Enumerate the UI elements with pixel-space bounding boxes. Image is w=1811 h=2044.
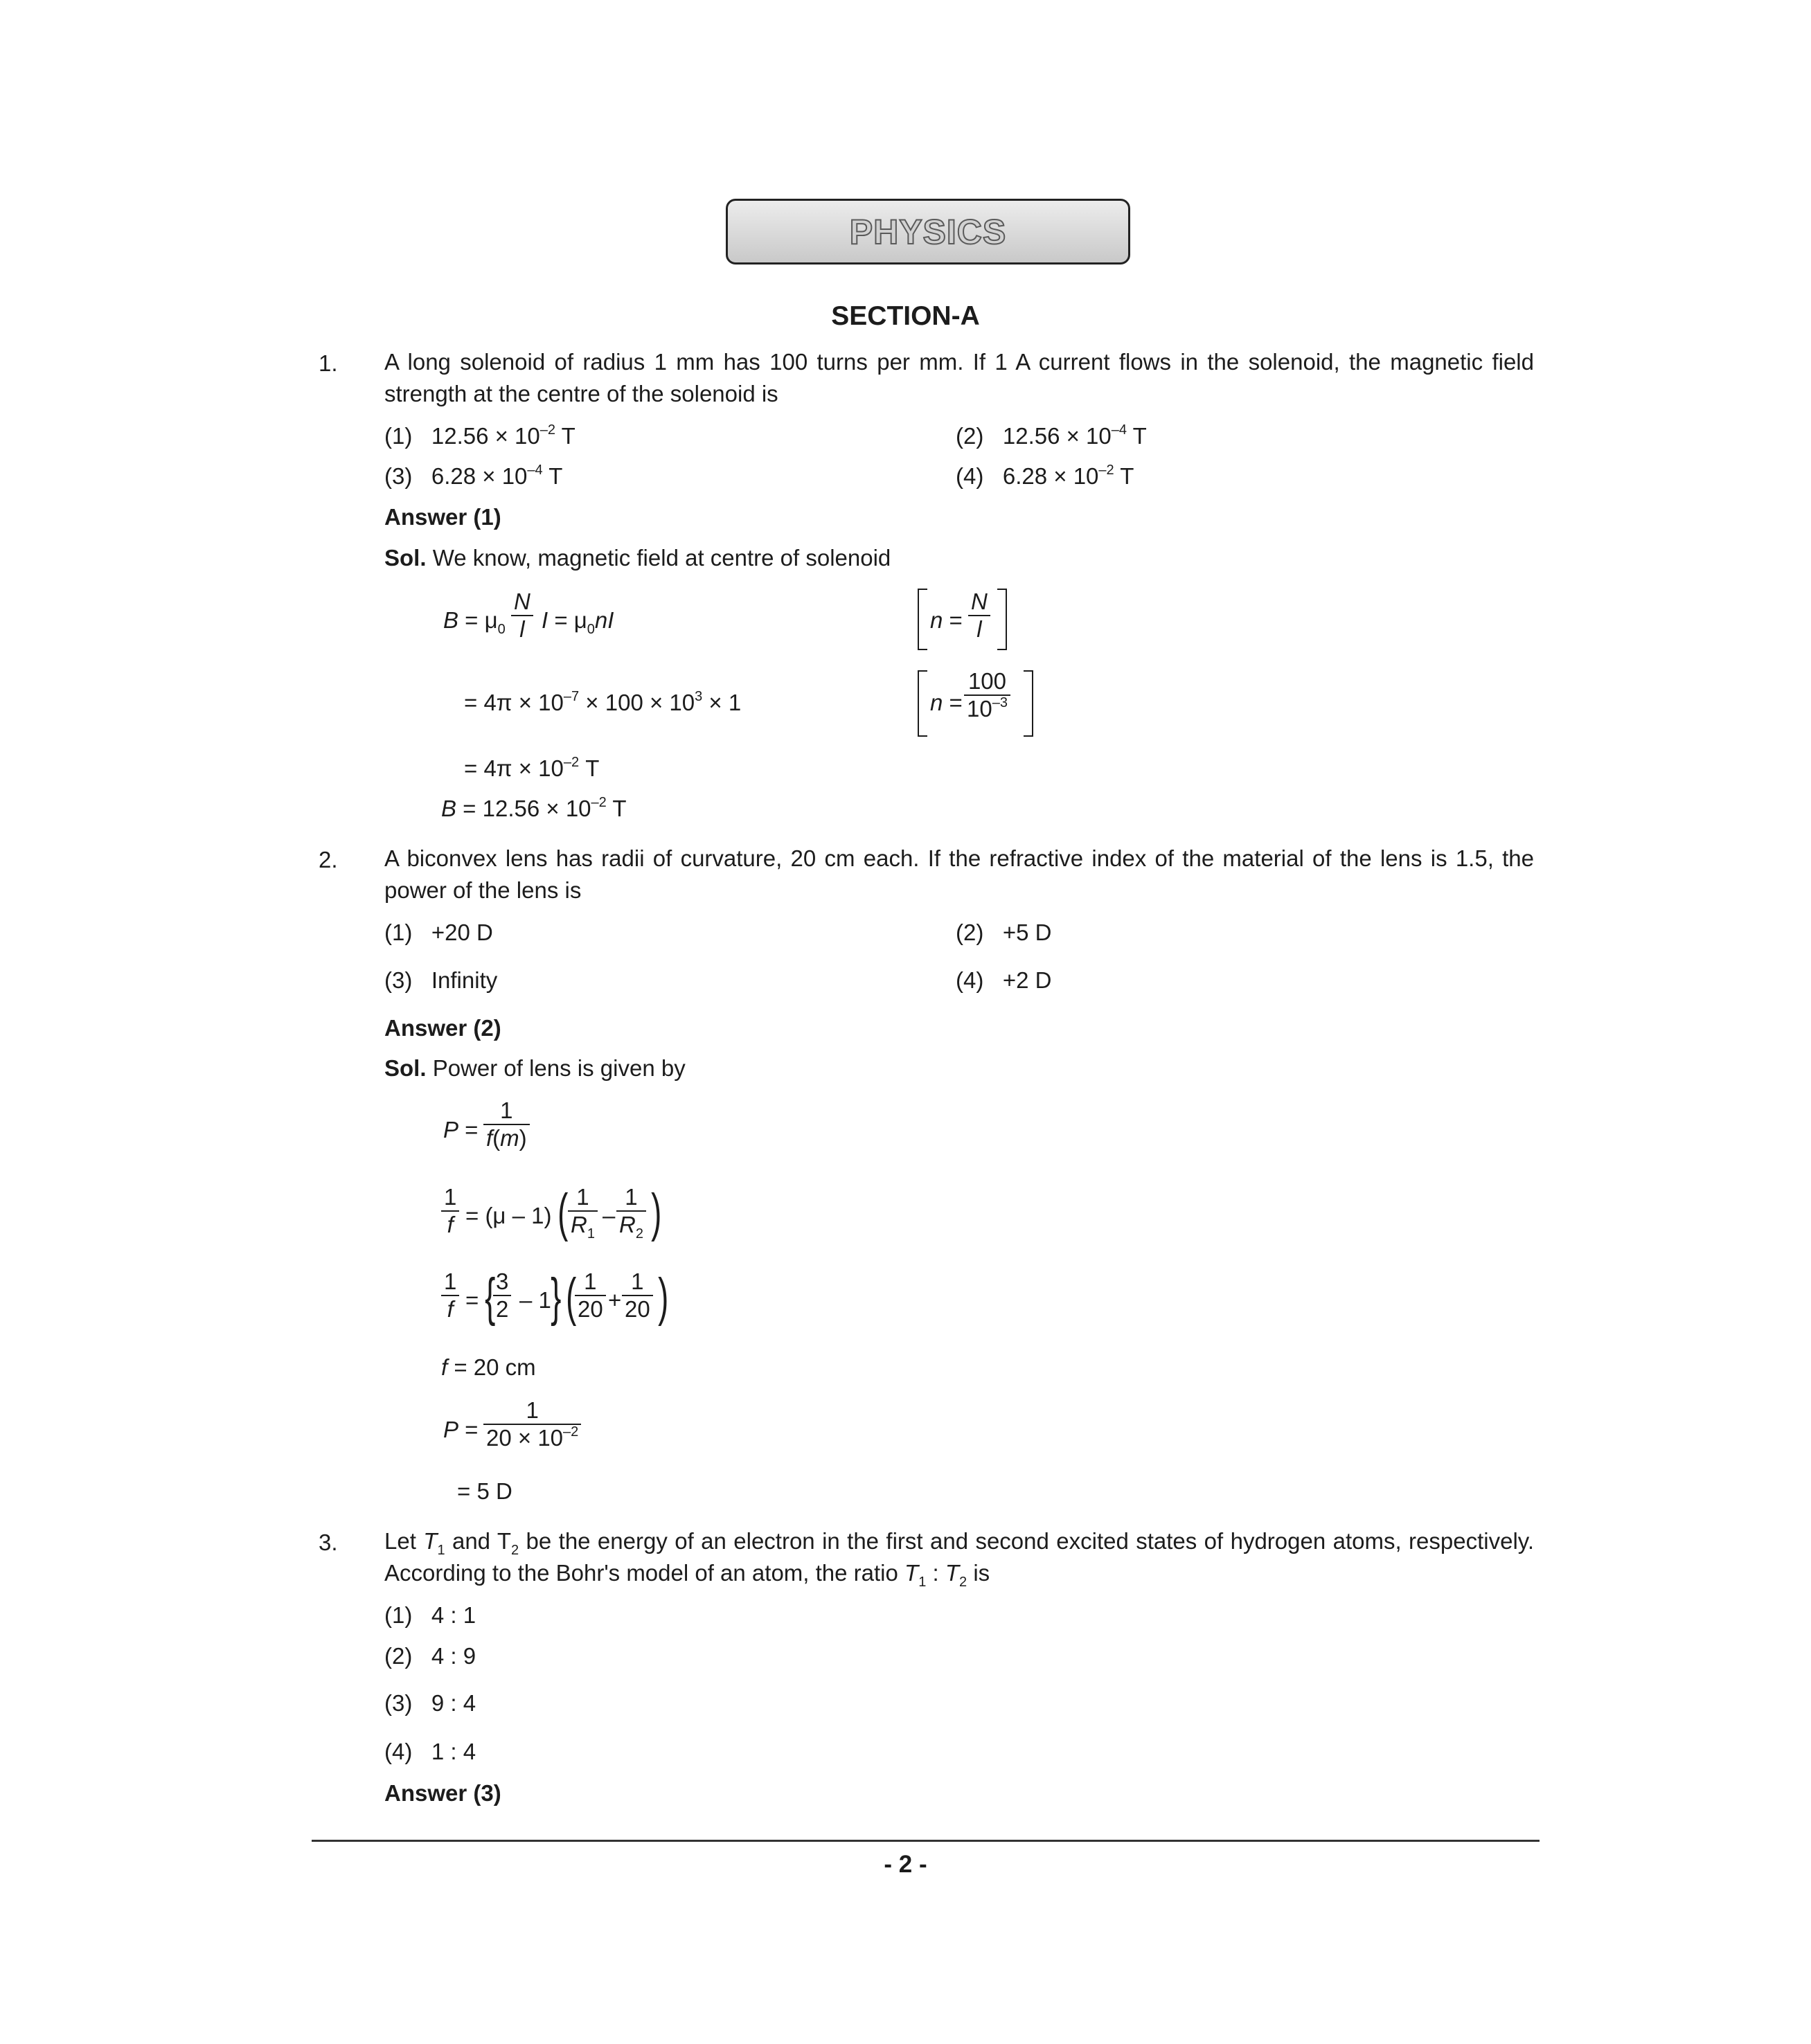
q2-eq3-frac-1-20b: 1 20	[622, 1268, 653, 1323]
q2-eq1-lhs: P =	[443, 1117, 479, 1142]
q1-option-1[interactable]: (1) $12.56 \times 10^{-2}$ T	[384, 422, 576, 449]
q1-eq3: = $4\pi \times 10^{-2}$ T	[464, 755, 600, 781]
q3-option-1[interactable]: (1) 4 : 1	[384, 1602, 476, 1628]
q2-eq6: = 5 D	[457, 1478, 512, 1504]
q2-eq1-frac: 1 f(m)	[483, 1097, 530, 1151]
q1-solution-intro: Sol. We know, magnetic field at centre of solenoid	[384, 545, 891, 571]
q2-eq4: f = 20 cm	[441, 1354, 536, 1380]
q1-note1-lhs: n =	[930, 607, 963, 633]
q1-note2-lhs: n =	[930, 690, 963, 715]
q3-text: Let $T_1$ and $T_2$ be the energy of an electron in the first and second excited states of hydrogen atoms, respectively. According to the Bohr's model of an atom, the ratio $T_1$ : $T_2$ is	[384, 1528, 1534, 1590]
q1-bracket2-left	[918, 670, 927, 737]
footer-rule	[312, 1840, 1540, 1842]
q2-option-4[interactable]: (4) +2 D	[956, 967, 1052, 993]
q1-eq4: $B = 12.56 \times 10^{-2}$ T	[441, 795, 627, 821]
q2-eq5-frac: 1 $20 \times 10^{-2}$	[483, 1397, 581, 1451]
q3-answer: Answer (3)	[384, 1780, 501, 1806]
q2-eq3-paren-left: (	[566, 1268, 577, 1327]
q1-bracket-left	[918, 589, 927, 650]
q1-note1-frac: N l	[968, 589, 990, 643]
q2-eq3-plus: +	[608, 1287, 622, 1313]
q2-text: A biconvex lens has radii of curvature, 20 cm each. If the refractive index of the material of the lens is 1.5, the power of the lens is	[384, 845, 1534, 903]
q2-option-3[interactable]: (3) Infinity	[384, 967, 498, 993]
q2-eq3-frac-3-2: 3 2	[493, 1268, 511, 1323]
q2-solution-intro: Sol. Power of lens is given by	[384, 1055, 686, 1081]
q1-note2-frac: 100 $10^{-3}$	[964, 668, 1010, 722]
section-title: SECTION-A	[831, 301, 980, 331]
q2-option-1[interactable]: (1) +20 D	[384, 920, 493, 945]
q2-eq3-lhs-frac: 1 f	[441, 1268, 459, 1323]
q1-number: 1.	[319, 350, 338, 376]
q2-eq2-mid: = (μ – 1)	[465, 1203, 552, 1228]
page-number: - 2 -	[884, 1851, 927, 1878]
q2-eq2-frac-r2: 1 $R_2$	[616, 1184, 646, 1238]
q1-eq2: = $4\pi \times 10^{-7} \times 100 \times 10^3 \times 1$	[464, 689, 742, 715]
q1-bracket2-right	[1024, 670, 1033, 737]
q1-text: A long solenoid of radius 1 mm has 100 turns per mm. If 1 A current flows in the solenoid, the magnetic field strength at the centre of the solenoid is	[384, 349, 1534, 406]
q3-number: 3.	[319, 1530, 338, 1555]
q1-eq1-lhs: $B = \mu_0$	[443, 607, 506, 637]
q2-eq3-eq: =	[465, 1287, 479, 1313]
q2-eq3-paren-right: )	[658, 1268, 669, 1327]
q2-answer: Answer (2)	[384, 1015, 501, 1041]
q2-eq3-brace-right: }	[551, 1268, 562, 1327]
q3-option-3[interactable]: (3) 9 : 4	[384, 1690, 476, 1716]
q2-option-2[interactable]: (2) +5 D	[956, 920, 1052, 945]
q1-option-2[interactable]: (2) $12.56 \times 10^{-4}$ T	[956, 422, 1147, 449]
q3-option-4[interactable]: (4) 1 : 4	[384, 1739, 476, 1764]
q3-option-2[interactable]: (2) 4 : 9	[384, 1643, 476, 1669]
q2-eq2-lhs-frac: 1 f	[441, 1184, 459, 1238]
q2-eq3-brace-left: {	[485, 1268, 496, 1327]
subject-header	[726, 199, 1130, 265]
q2-eq5-lhs: P =	[443, 1417, 479, 1442]
q2-eq3-frac-1-20a: 1 20	[575, 1268, 606, 1323]
q1-option-3[interactable]: (3) $6.28 \times 10^{-4}$ T	[384, 463, 563, 489]
q1-bracket-right	[997, 589, 1007, 650]
q2-eq2-minus: –	[603, 1203, 616, 1228]
q1-eq1-frac: N l	[511, 589, 533, 643]
subject-title: PHYSICS	[849, 212, 1007, 251]
q2-number: 2.	[319, 847, 338, 872]
q2-eq2-paren-right: )	[651, 1183, 662, 1242]
q2-eq2-frac-r1: 1 $R_1$	[568, 1184, 598, 1238]
q2-eq3-minus1: – 1	[519, 1287, 551, 1313]
q1-option-4[interactable]: (4) $6.28 \times 10^{-2}$ T	[956, 463, 1134, 489]
q1-eq1-rhs: $I = \mu_0nI$	[542, 607, 614, 637]
q2-eq2-paren-left: (	[557, 1183, 569, 1242]
q1-answer: Answer (1)	[384, 504, 501, 530]
